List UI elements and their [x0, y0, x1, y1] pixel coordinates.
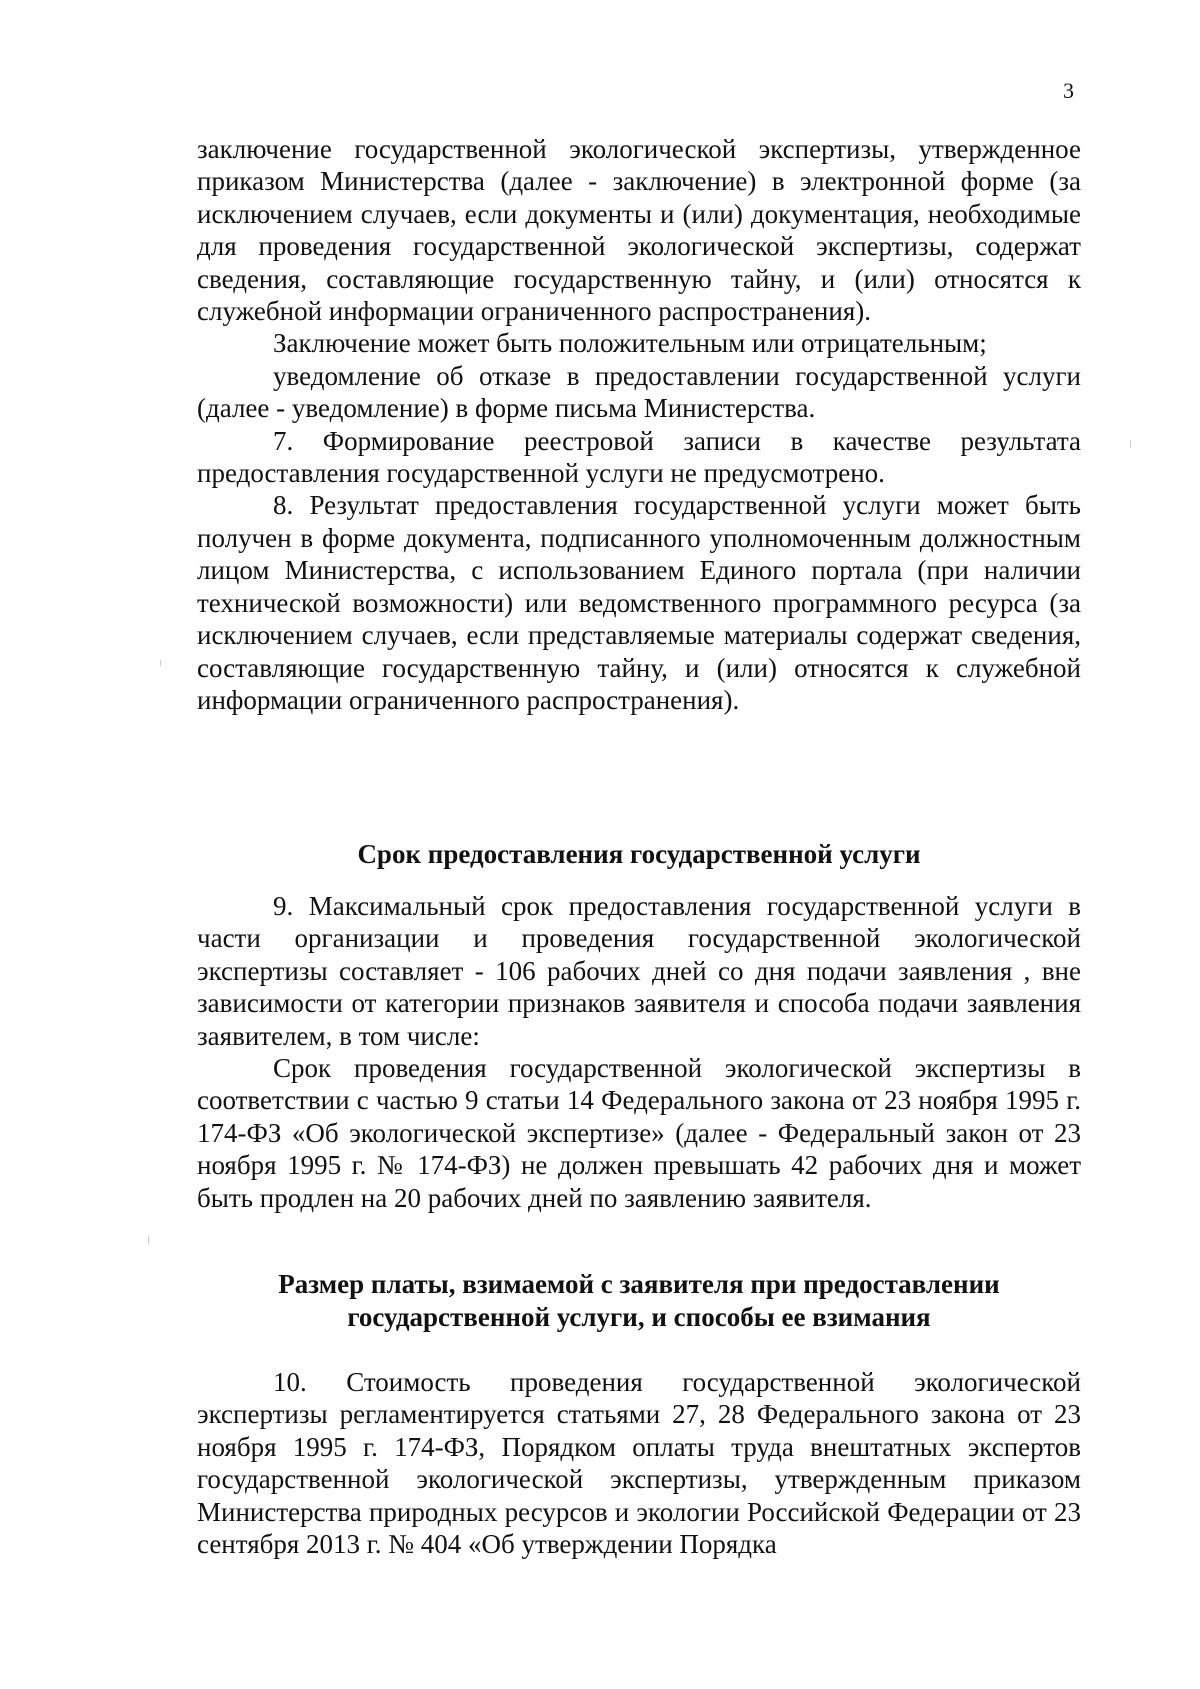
paragraph-conclusion-type: Заключение может быть положительным или отрицательным; — [273, 328, 987, 359]
paragraph-expertise-term: Срок проведения государственной экологической экспертизы в соответствии с частью 9 статьи 14 Федерального закона от 23 ноября 1995 г. 174-ФЗ «Об экологической экспертизе» (далее - Федеральный закон от 23 ноября 1995 г. № 174-ФЗ) не должен превышать 42 рабочих дня и может быть продлен на 20 рабочих дней по заявлению заявителя. — [197, 1053, 1081, 1213]
paragraph-item-9: 9. Максимальный срок предоставления государственной услуги в части организации и проведения государственной экологической экспертизы составляет - 106 рабочих дней со дня подачи заявления , вне зависимости от категории признаков заявителя и способа подачи заявления заявителем, в том числе: — [197, 891, 1081, 1051]
paragraph-item-7: 7. Формирование реестровой записи в качестве результата предоставления государственной услуги не предусмотрено. — [197, 425, 1081, 489]
heading-fee — [197, 1268, 1081, 1333]
section-result — [197, 133, 1081, 716]
paragraph-item-8: 8. Результат предоставления государственной услуги может быть получен в форме документа, подписанного уполномоченным должностным лицом Министерства, с использованием Единого портала (при наличии технической возможности) или ведомственного программного ресурса (за исключением случаев, если представляемые материалы содержат сведения, составляющие государственную тайну, и (или) относятся к служебной информации ограниченного распространения). — [197, 490, 1081, 715]
heading-fee-line2: государственной услуги, и способы ее взимания — [347, 1301, 931, 1332]
page-number: 3 — [1063, 78, 1074, 103]
section-fee — [197, 1366, 1081, 1560]
scan-artifact-mark — [160, 660, 161, 666]
paragraph-refusal-notice: уведомление об отказе в предоставлении государственной услуги (далее - уведомление) в форме письма Министерства. — [197, 360, 1081, 424]
heading-service-term: Срок предоставления государственной услуги — [357, 839, 921, 869]
heading-fee-line1: Размер платы, взимаемой с заявителя при предоставлении — [278, 1269, 1000, 1299]
section-term — [197, 890, 1081, 1214]
scan-artifact-mark — [148, 1236, 149, 1244]
scan-artifact-mark — [1130, 440, 1131, 448]
paragraph-item-10: 10. Стоимость проведения государственной экологической экспертизы регламентируется статьями 27, 28 Федерального закона от 23 ноября 1995 г. 174-ФЗ, Порядком оплаты труда внештатных экспертов государственной экологической экспертизы, утвержденным приказом Министерства природных ресурсов и экологии Российской Федерации от 23 сентября 2013 г. № 404 «Об утверждении Порядка — [197, 1367, 1081, 1560]
paragraph-conclusion: заключение государственной экологической экспертизы, утвержденное приказом Министерства (далее - заключение) в электронной форме (за исключением случаев, если документы и (или) документация, необходимые для проведения государственной экологической экспертизы, содержат сведения, составляющие государственную тайну, и (или) относятся к служебной информации ограниченного распространения). — [197, 134, 1081, 327]
